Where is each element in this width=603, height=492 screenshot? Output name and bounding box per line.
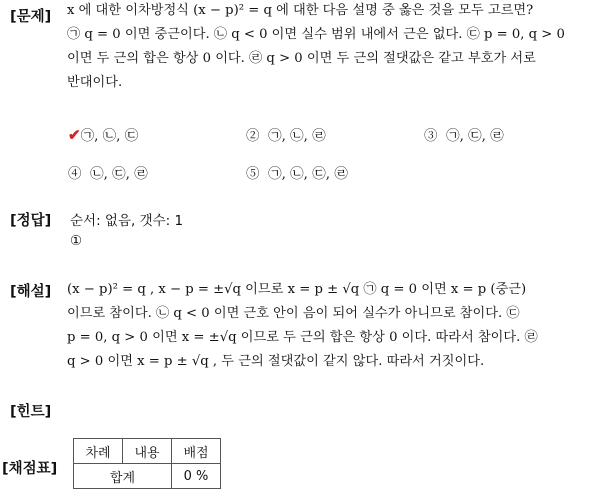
choice-4-text: ㉡, ㉢, ㉣ <box>90 166 148 182</box>
problem-line-3: 이면 두 근의 합은 항상 0 이다. ㉣ q > 0 이면 두 근의 절댓값은 같고 부호가 서로 <box>67 51 536 66</box>
choice-3-number: ③ <box>424 128 438 144</box>
choice-1-text: ㉠, ㉡, ㉢ <box>80 128 139 144</box>
explanation-label: [해설] <box>10 284 52 300</box>
choice-5[interactable] <box>246 162 348 182</box>
choice-4-number: ④ <box>68 166 82 182</box>
explanation-line-2: 이므로 참이다. ㉡ q < 0 이면 근호 안이 음이 되어 실수가 아니므로 참이다. ㉢ <box>67 306 520 321</box>
explanation-text <box>67 278 599 374</box>
problem-text <box>67 0 599 95</box>
problem-line-2: ㉠ q = 0 이면 중근이다. ㉡ q < 0 이면 실수 범위 내에서 근은 없다. ㉢ p = 0, q > 0 <box>67 27 565 42</box>
answer-value: ① <box>70 233 83 249</box>
answer-order-count: 순서: 없음, 갯수: 1 <box>70 213 184 229</box>
check-mark-icon: ✔ <box>68 126 81 144</box>
choice-3[interactable] <box>424 124 504 144</box>
score-header-content: 내용 <box>123 439 172 464</box>
explanation-line-4: q > 0 이면 x = p ± √q , 두 근의 절댓값이 같지 않다. 따라서 거짓이다. <box>67 354 485 369</box>
answer-label: [정답] <box>10 213 52 229</box>
score-table <box>73 438 221 489</box>
score-total-value: 0 % <box>172 464 221 489</box>
choice-1[interactable] <box>68 124 138 144</box>
hint-label: [힌트] <box>10 404 52 420</box>
score-total-label: 합계 <box>74 464 172 489</box>
choice-2-number: ② <box>246 128 260 144</box>
choice-5-text: ㉠, ㉡, ㉢, ㉣ <box>268 166 348 182</box>
problem-label: [문제] <box>10 9 52 25</box>
score-label: [채점표] <box>2 461 58 477</box>
problem-line-1: x 에 대한 이차방정식 (x − p)² = q 에 대한 다음 설명 중 옳은 것을 모두 고르면? <box>67 3 534 18</box>
choice-2[interactable] <box>246 124 326 144</box>
choice-2-text: ㉠, ㉡, ㉣ <box>268 128 326 144</box>
score-header-order: 차례 <box>74 439 123 464</box>
choice-4[interactable] <box>68 162 148 182</box>
choice-5-number: ⑤ <box>246 166 260 182</box>
score-header-points: 배점 <box>172 439 221 464</box>
choice-3-text: ㉠, ㉢, ㉣ <box>446 128 504 144</box>
problem-line-4: 반대이다. <box>67 75 123 90</box>
explanation-line-1: (x − p)² = q , x − p = ±√q 이므로 x = p ± √q ㉠ q = 0 이면 x = p (중근) <box>67 282 527 297</box>
explanation-line-3: p = 0, q > 0 이면 x = ±√q 이므로 두 근의 합은 항상 0 이다. 따라서 참이다. ㉣ <box>67 330 538 345</box>
